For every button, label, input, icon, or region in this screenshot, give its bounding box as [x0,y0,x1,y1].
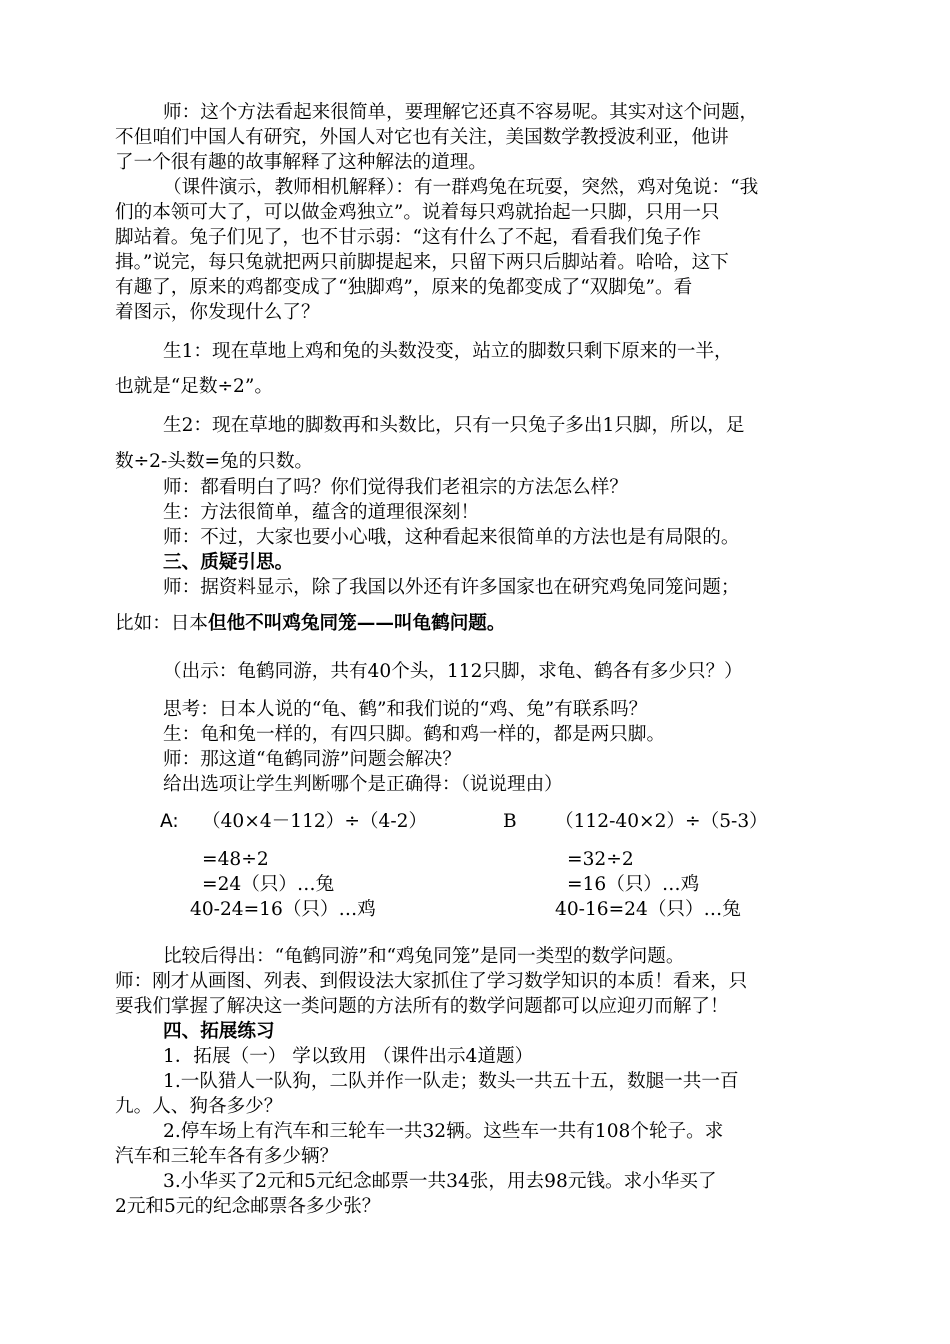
text-line: 着图示，你发现什么了？ [115,302,320,323]
option-a-step-3: 40-24=16（只）…鸡 [190,899,376,920]
option-a-label: A: [160,811,179,832]
option-b-step-2: =16（只）…鸡 [567,874,700,895]
text-line: 汽车和三轮车各有多少辆？ [115,1146,339,1167]
option-a-step-2: =24（只）…兔 [202,874,335,895]
text-line: 不但咱们中国人有研究，外国人对它也有关注，美国数学教授波利亚，他讲 [115,127,729,148]
japan-line-emphasis: 但他不叫鸡兔同笼——叫龟鹤问题。 [207,613,506,634]
text-line: （课件演示，教师相机解释）：有一群鸡兔在玩耍，突然，鸡对兔说：“我 [163,177,759,198]
text-line: 3.小华买了2元和5元纪念邮票一共34张，用去98元钱。求小华买了 [163,1171,717,1192]
text-line: 三、质疑引思。 [163,552,294,573]
text-line: 生1：现在草地上鸡和兔的头数没变，站立的脚数只剩下原来的一半， [163,341,733,362]
text-line: 揖。”说完，每只兔就把两只前脚提起来，只留下两只后脚站着。哈哈，这下 [115,252,729,273]
text-line: 要我们掌握了解决这一类问题的方法所有的数学问题都可以应迎刃而解了！ [115,996,729,1017]
text-line: 思考：日本人说的“龟、鹤”和我们说的“鸡、兔”有联系吗？ [163,699,648,720]
text-line: 2元和5元的纪念邮票各多少张？ [115,1196,381,1217]
option-a-step-1: =48÷2 [202,849,269,870]
text-line: 1.一队猎人一队狗，二队并作一队走；数头一共五十五，数腿一共一百 [163,1071,739,1092]
text-line: 师：刚才从画图、列表、到假设法大家抓住了学习数学知识的本质！看来，只 [115,971,748,992]
text-line: 给出选项让学生判断哪个是正确得：（说说理由） [163,774,563,795]
option-b-label: B [503,811,517,832]
text-line: 数÷2-头数=兔的只数。 [115,451,314,472]
text-line: 师：据资料显示，除了我国以外还有许多国家也在研究鸡兔同笼问题； [163,577,740,598]
text-line: 脚站着。兔子们见了，也不甘示弱：“这有什么了不起，看看我们兔子作 [115,227,701,248]
text-line: 师：那这道“龟鹤同游”问题会解决？ [163,749,461,770]
text-line: 生2：现在草地的脚数再和头数比，只有一只兔子多出1只脚，所以，足 [163,415,745,436]
text-line: 了一个很有趣的故事解释了这种解法的道理。 [115,152,487,173]
text-line: 九。人、狗各多少？ [115,1096,283,1117]
text-line: 也就是“足数÷2”。 [115,376,273,397]
option-a-expression: （40×4－112）÷（4-2） [202,811,428,832]
japan-line [115,612,506,636]
text-line: 1．拓展（一） 学以致用 （课件出示4道题） [163,1046,534,1067]
text-line: 有趣了，原来的鸡都变成了“独脚鸡”，原来的兔都变成了“双脚兔”。看 [115,277,693,298]
text-line: 师：都看明白了吗？你们觉得我们老祖宗的方法怎么样？ [163,477,628,498]
text-line: 生：方法很简单，蕴含的道理很深刻！ [163,502,480,523]
option-b-step-1: =32÷2 [567,849,634,870]
text-line: 师：不过，大家也要小心哦，这种看起来很简单的方法也是有局限的。 [163,527,740,548]
option-b-expression: （112-40×2）÷（5-3） [555,811,768,832]
text-line: 们的本领可大了，可以做金鸡独立”。说着每只鸡就抬起一只脚，只用一只 [115,202,720,223]
text-line: 比较后得出：“龟鹤同游”和“鸡兔同笼”是同一类型的数学问题。 [163,946,685,967]
text-line: 生：龟和兔一样的，有四只脚。鹤和鸡一样的，都是两只脚。 [163,724,666,745]
text-line: （出示：龟鹤同游，共有40个头，112只脚，求龟、鹤各有多少只？） [163,661,743,682]
option-b-step-3: 40-16=24（只）…兔 [555,899,741,920]
japan-line-prefix: 比如：日本 [115,613,208,634]
text-line: 2.停车场上有汽车和三轮车一共32辆。这些车一共有108个轮子。求 [163,1121,724,1142]
text-line: 四、拓展练习 [163,1021,275,1042]
text-line: 师：这个方法看起来很简单，要理解它还真不容易呢。其实对这个问题， [163,102,759,123]
